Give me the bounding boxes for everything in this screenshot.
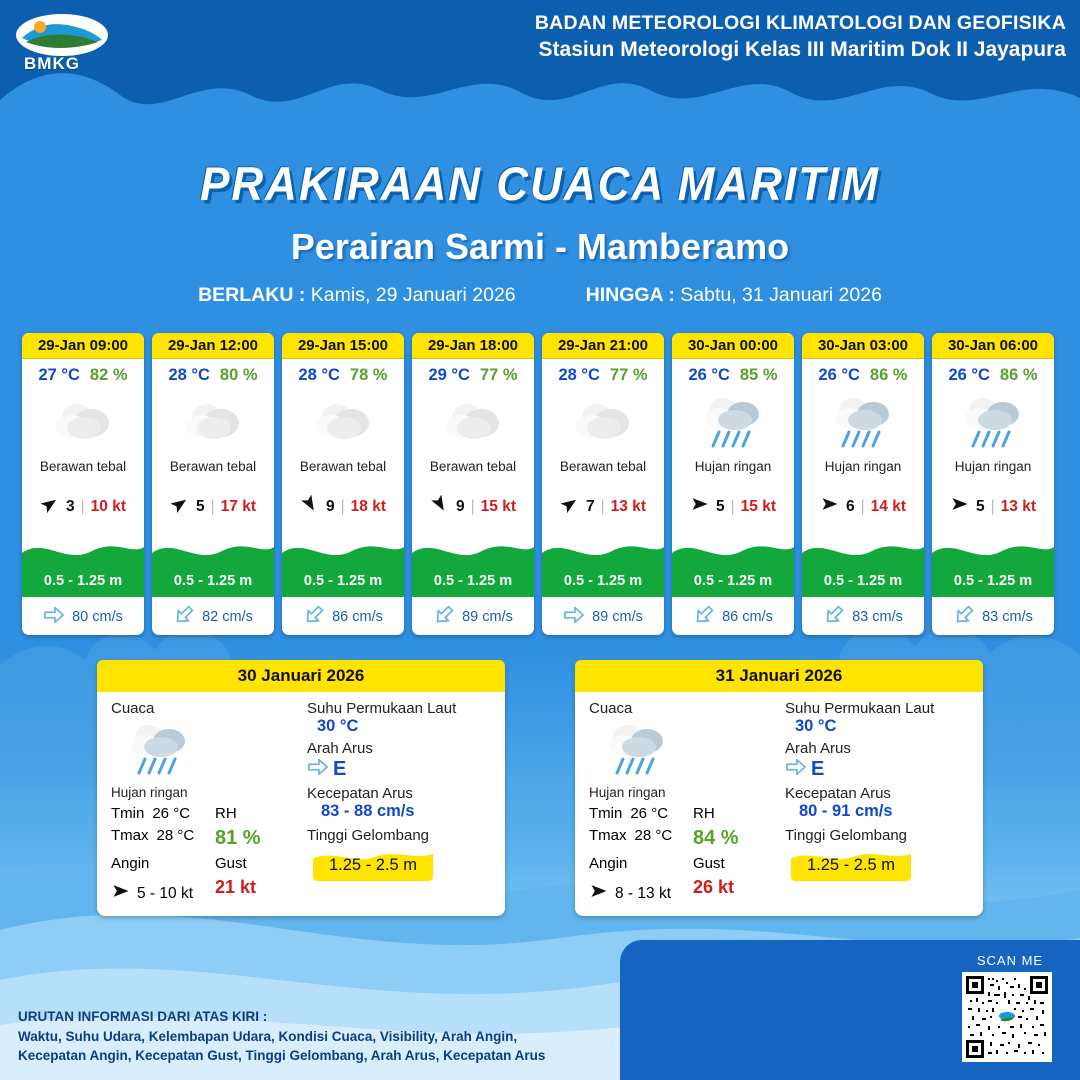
daily-angin-label-row <box>589 855 779 872</box>
card-current-direction <box>563 605 585 629</box>
daily-kec-value: 80 - 91 cm/s <box>799 802 893 820</box>
scan-me-block <box>962 953 1058 1062</box>
valid-until: HINGGA : Sabtu, 31 Januari 2026 <box>585 284 882 306</box>
daily-arus-value: E <box>811 757 825 780</box>
cloudy-icon <box>51 395 115 449</box>
card-condition: Berawan tebal <box>169 459 257 474</box>
logo-text: BMKG <box>24 54 80 73</box>
hourly-card <box>932 333 1054 635</box>
card-humidity: 80 % <box>219 366 258 384</box>
top-wave-decoration <box>0 60 1080 150</box>
arrow-right-icon <box>43 605 65 625</box>
card-current-row <box>22 605 144 629</box>
card-wind-speed: 13 kt <box>1000 497 1036 515</box>
hourly-card <box>22 333 144 635</box>
rain-icon <box>959 392 1027 452</box>
card-wind-speed: 17 kt <box>220 497 256 515</box>
arrow-down-left-icon <box>299 600 329 630</box>
legend-note <box>18 1007 545 1066</box>
page-header <box>0 8 1080 73</box>
daily-angin-label-row <box>111 855 301 872</box>
rain-icon <box>829 392 897 452</box>
daily-condition: Hujan ringan <box>589 785 666 800</box>
arrow-down-left-icon <box>169 600 199 630</box>
card-current-direction <box>433 605 455 629</box>
page-subtitle: Perairan Sarmi - Mamberamo <box>290 226 790 267</box>
card-humidity: 77 % <box>479 366 518 384</box>
card-current-speed: 83 cm/s <box>852 609 903 625</box>
cloudy-icon <box>571 395 635 449</box>
card-wind-deg: 5 <box>976 497 985 515</box>
card-wind-speed: 15 kt <box>480 497 516 515</box>
card-wind-row <box>412 494 534 519</box>
card-wind-separator: | <box>340 497 345 515</box>
arrow-nne-icon <box>556 490 584 518</box>
card-weather-icon <box>672 391 794 453</box>
daily-tmin-value: 26 °C <box>152 805 191 822</box>
card-wave-height: 0.5 - 1.25 m <box>823 573 903 589</box>
arrow-down-left-icon <box>429 600 459 630</box>
daily-cuaca-label: Cuaca <box>589 700 633 717</box>
card-wind-separator: | <box>990 497 995 515</box>
daily-cuaca-label: Cuaca <box>111 700 155 717</box>
card-weather-icon <box>282 391 404 453</box>
card-temperature: 29 °C <box>428 366 470 384</box>
card-current-row <box>542 605 664 629</box>
daily-gust-label: Gust <box>215 855 247 872</box>
daily-current-direction <box>785 757 807 781</box>
card-wind-direction <box>950 494 970 519</box>
daily-tmin-value: 26 °C <box>630 805 669 822</box>
daily-gelombang-label: Tinggi Gelombang <box>785 827 908 844</box>
daily-gust-value: 21 kt <box>215 877 257 897</box>
card-wind-direction <box>690 494 710 519</box>
card-wind-deg: 9 <box>456 497 465 515</box>
card-wave-height: 0.5 - 1.25 m <box>433 573 513 589</box>
card-condition: Berawan tebal <box>39 459 127 474</box>
card-current-row <box>152 605 274 629</box>
daily-left-column <box>111 700 301 906</box>
daily-card <box>575 660 983 916</box>
card-temp-row <box>802 359 924 387</box>
daily-gelombang-value-badge <box>313 848 433 881</box>
card-time: 29-Jan 09:00 <box>22 333 144 359</box>
cloudy-icon <box>441 395 505 449</box>
daily-wind-direction <box>111 881 131 906</box>
card-current-speed: 86 cm/s <box>332 609 383 625</box>
daily-arus-label: Arah Arus <box>785 740 851 757</box>
daily-gelombang-label: Tinggi Gelombang <box>307 827 430 844</box>
daily-angin-value-row <box>589 877 779 906</box>
card-wind-direction <box>300 494 320 519</box>
arrow-right-icon <box>589 881 609 901</box>
card-current-row <box>672 605 794 629</box>
daily-angin-label: Angin <box>111 855 150 872</box>
daily-angin-value-row <box>111 877 301 906</box>
header-text <box>535 12 1066 62</box>
card-temp-row <box>672 359 794 387</box>
card-time: 29-Jan 21:00 <box>542 333 664 359</box>
daily-tmin-row <box>111 805 301 822</box>
daily-left-column <box>589 700 779 906</box>
legend-line-1: URUTAN INFORMASI DARI ATAS KIRI : <box>18 1009 268 1025</box>
valid-from-label: BERLAKU <box>198 284 294 306</box>
daily-sst-value: 30 °C <box>795 717 837 735</box>
daily-tmax-value: 28 °C <box>156 827 195 844</box>
card-current-direction <box>173 605 195 629</box>
card-time: 29-Jan 15:00 <box>282 333 404 359</box>
card-wave-height: 0.5 - 1.25 m <box>303 573 383 589</box>
daily-rh-value: 84 % <box>693 827 739 849</box>
cloudy-icon <box>181 395 245 449</box>
card-current-speed: 82 cm/s <box>202 609 253 625</box>
daily-card <box>97 660 505 916</box>
daily-tmax-label: Tmax <box>111 827 149 844</box>
card-humidity: 86 % <box>999 366 1038 384</box>
daily-rh-value: 81 % <box>215 827 261 849</box>
card-time: 29-Jan 18:00 <box>412 333 534 359</box>
arrow-right-icon <box>950 494 970 514</box>
hourly-card <box>542 333 664 635</box>
card-wave-height: 0.5 - 1.25 m <box>693 573 773 589</box>
arrow-right-icon <box>820 494 840 514</box>
card-current-direction <box>693 605 715 629</box>
card-weather-icon <box>932 391 1054 453</box>
hourly-card <box>672 333 794 635</box>
arrow-right-icon <box>690 494 710 514</box>
daily-kec-value: 83 - 88 cm/s <box>321 802 415 820</box>
card-wind-separator: | <box>210 497 215 515</box>
daily-forecast-row <box>97 660 983 916</box>
card-wind-separator: | <box>860 497 865 515</box>
card-weather-icon <box>802 391 924 453</box>
daily-kec-label: Kecepatan Arus <box>785 785 891 802</box>
valid-from: BERLAKU : Kamis, 29 Januari 2026 <box>198 284 516 306</box>
card-wind-direction <box>560 494 580 519</box>
card-temperature: 26 °C <box>948 366 990 384</box>
card-wind-row <box>932 494 1054 519</box>
card-current-speed: 83 cm/s <box>982 609 1033 625</box>
legend-line-3: Kecepatan Angin, Kecepatan Gust, Tinggi Gelombang, Arah Arus, Kecepatan Arus <box>18 1048 546 1064</box>
card-wind-row <box>22 494 144 519</box>
arrow-down-left-icon <box>949 600 979 630</box>
card-wave-height: 0.5 - 1.25 m <box>953 573 1033 589</box>
qr-code[interactable] <box>962 972 1052 1062</box>
validity-row <box>0 284 1080 307</box>
daily-date: 30 Januari 2026 <box>97 660 505 692</box>
daily-kec-label: Kecepatan Arus <box>307 785 413 802</box>
daily-tmax-row <box>111 827 301 850</box>
bmkg-logo <box>14 12 124 74</box>
station-name: Stasiun Meteorologi Kelas III Maritim Dok II Jayapura <box>538 38 1066 61</box>
valid-until-value: Sabtu, 31 Januari 2026 <box>680 284 882 306</box>
daily-gelombang-value-badge <box>791 848 911 881</box>
daily-tmin-label: Tmin <box>111 805 145 822</box>
daily-current-direction <box>307 757 329 781</box>
arrow-right-icon <box>111 881 131 901</box>
card-wind-deg: 6 <box>846 497 855 515</box>
hourly-forecast-row <box>22 333 1058 635</box>
page-title: PRAKIRAAN CUACA MARITIM <box>200 158 880 211</box>
daily-arus-value: E <box>333 757 347 780</box>
card-current-direction <box>823 605 845 629</box>
rain-icon <box>699 392 767 452</box>
card-wind-speed: 10 kt <box>90 497 126 515</box>
scan-me-label: SCAN ME <box>976 953 1044 968</box>
daily-gelombang-value: 1.25 - 2.5 m <box>329 856 418 874</box>
daily-angin-value: 5 - 10 kt <box>137 884 193 902</box>
agency-name: BADAN METEOROLOGI KLIMATOLOGI DAN GEOFISIKA <box>534 12 1066 34</box>
daily-sst-label: Suhu Permukaan Laut <box>307 700 457 717</box>
qr-code-icon <box>966 976 1048 1058</box>
card-weather-icon <box>412 391 534 453</box>
daily-body <box>97 692 505 906</box>
cloudy-icon <box>311 395 375 449</box>
arrow-right-icon <box>785 757 807 777</box>
card-wind-separator: | <box>80 497 85 515</box>
card-time: 30-Jan 00:00 <box>672 333 794 359</box>
arrow-nne-icon <box>36 490 64 518</box>
card-wind-speed: 18 kt <box>350 497 386 515</box>
card-wind-deg: 5 <box>196 497 205 515</box>
card-temperature: 28 °C <box>298 366 340 384</box>
daily-tmax-row <box>589 827 779 850</box>
card-wind-deg: 7 <box>586 497 595 515</box>
card-wave-height: 0.5 - 1.25 m <box>173 573 253 589</box>
rain-icon <box>125 719 193 779</box>
card-temp-row <box>282 359 404 387</box>
card-wind-row <box>672 494 794 519</box>
card-wave-height: 0.5 - 1.25 m <box>43 573 123 589</box>
rain-icon <box>603 719 671 779</box>
arrow-down-icon <box>426 490 453 517</box>
card-temperature: 28 °C <box>168 366 210 384</box>
arrow-down-left-icon <box>819 600 849 630</box>
valid-until-label: HINGGA <box>585 284 663 306</box>
card-condition: Berawan tebal <box>559 459 647 474</box>
arrow-right-icon <box>563 605 585 625</box>
card-wind-speed: 13 kt <box>610 497 646 515</box>
card-current-row <box>412 605 534 629</box>
card-current-speed: 89 cm/s <box>462 609 513 625</box>
card-current-speed: 80 cm/s <box>72 609 123 625</box>
daily-wind-direction <box>589 881 609 906</box>
card-wind-row <box>282 494 404 519</box>
card-humidity: 86 % <box>869 366 908 384</box>
arrow-nne-icon <box>166 490 194 518</box>
daily-tmax-value: 28 °C <box>634 827 673 844</box>
card-current-direction <box>953 605 975 629</box>
card-condition: Hujan ringan <box>954 459 1032 474</box>
card-wind-row <box>152 494 274 519</box>
card-current-row <box>802 605 924 629</box>
card-wind-direction <box>170 494 190 519</box>
hourly-card <box>412 333 534 635</box>
daily-weather-icon <box>125 719 301 783</box>
daily-angin-value: 8 - 13 kt <box>615 884 671 902</box>
daily-rh-label: RH <box>215 805 237 822</box>
card-wind-deg: 9 <box>326 497 335 515</box>
card-wind-separator: | <box>730 497 735 515</box>
card-time: 29-Jan 12:00 <box>152 333 274 359</box>
daily-rh-label: RH <box>693 805 715 822</box>
card-wind-deg: 3 <box>66 497 75 515</box>
arrow-down-icon <box>296 490 323 517</box>
card-temp-row <box>412 359 534 387</box>
daily-tmin-row <box>589 805 779 822</box>
card-temp-row <box>22 359 144 387</box>
card-current-direction <box>303 605 325 629</box>
card-current-speed: 86 cm/s <box>722 609 773 625</box>
card-current-row <box>282 605 404 629</box>
card-current-direction <box>43 605 65 629</box>
card-wind-row <box>542 494 664 519</box>
card-wind-direction <box>820 494 840 519</box>
card-humidity: 82 % <box>89 366 128 384</box>
daily-body <box>575 692 983 906</box>
title-block <box>0 160 1080 307</box>
arrow-right-icon <box>307 757 329 777</box>
card-wind-row <box>802 494 924 519</box>
card-temp-row <box>152 359 274 387</box>
hourly-card <box>802 333 924 635</box>
arrow-down-left-icon <box>689 600 719 630</box>
hourly-card <box>152 333 274 635</box>
card-wind-separator: | <box>600 497 605 515</box>
card-condition: Hujan ringan <box>824 459 902 474</box>
daily-date: 31 Januari 2026 <box>575 660 983 692</box>
card-current-speed: 89 cm/s <box>592 609 643 625</box>
daily-right-column <box>301 700 491 906</box>
card-temperature: 26 °C <box>818 366 860 384</box>
card-wind-speed: 15 kt <box>740 497 776 515</box>
card-wind-separator: | <box>470 497 475 515</box>
daily-tmin-label: Tmin <box>589 805 623 822</box>
card-wind-deg: 5 <box>716 497 725 515</box>
card-condition: Berawan tebal <box>429 459 517 474</box>
card-wind-speed: 14 kt <box>870 497 906 515</box>
card-wind-direction <box>40 494 60 519</box>
daily-angin-label: Angin <box>589 855 628 872</box>
card-wave-height: 0.5 - 1.25 m <box>563 573 643 589</box>
card-weather-icon <box>22 391 144 453</box>
card-time: 30-Jan 06:00 <box>932 333 1054 359</box>
card-condition: Hujan ringan <box>694 459 772 474</box>
daily-gust-label: Gust <box>693 855 725 872</box>
card-weather-icon <box>152 391 274 453</box>
card-temperature: 27 °C <box>38 366 80 384</box>
daily-condition: Hujan ringan <box>111 785 188 800</box>
card-condition: Berawan tebal <box>299 459 387 474</box>
daily-weather-icon <box>603 719 779 783</box>
valid-from-value: Kamis, 29 Januari 2026 <box>310 284 516 306</box>
daily-sst-label: Suhu Permukaan Laut <box>785 700 935 717</box>
card-humidity: 78 % <box>349 366 388 384</box>
daily-right-column <box>779 700 969 906</box>
card-wind-direction <box>430 494 450 519</box>
card-time: 30-Jan 03:00 <box>802 333 924 359</box>
daily-tmax-label: Tmax <box>589 827 627 844</box>
bmkg-logo-icon <box>14 12 110 58</box>
legend-line-2: Waktu, Suhu Udara, Kelembapan Udara, Kondisi Cuaca, Visibility, Arah Angin, <box>18 1028 518 1044</box>
daily-arus-label: Arah Arus <box>307 740 373 757</box>
daily-sst-value: 30 °C <box>317 717 359 735</box>
card-humidity: 85 % <box>739 366 778 384</box>
card-humidity: 77 % <box>609 366 648 384</box>
card-temperature: 28 °C <box>558 366 600 384</box>
daily-gelombang-value: 1.25 - 2.5 m <box>807 856 896 874</box>
hourly-card <box>282 333 404 635</box>
card-current-row <box>932 605 1054 629</box>
daily-gust-value: 26 kt <box>693 877 735 897</box>
card-temp-row <box>542 359 664 387</box>
card-weather-icon <box>542 391 664 453</box>
card-temperature: 26 °C <box>688 366 730 384</box>
card-temp-row <box>932 359 1054 387</box>
